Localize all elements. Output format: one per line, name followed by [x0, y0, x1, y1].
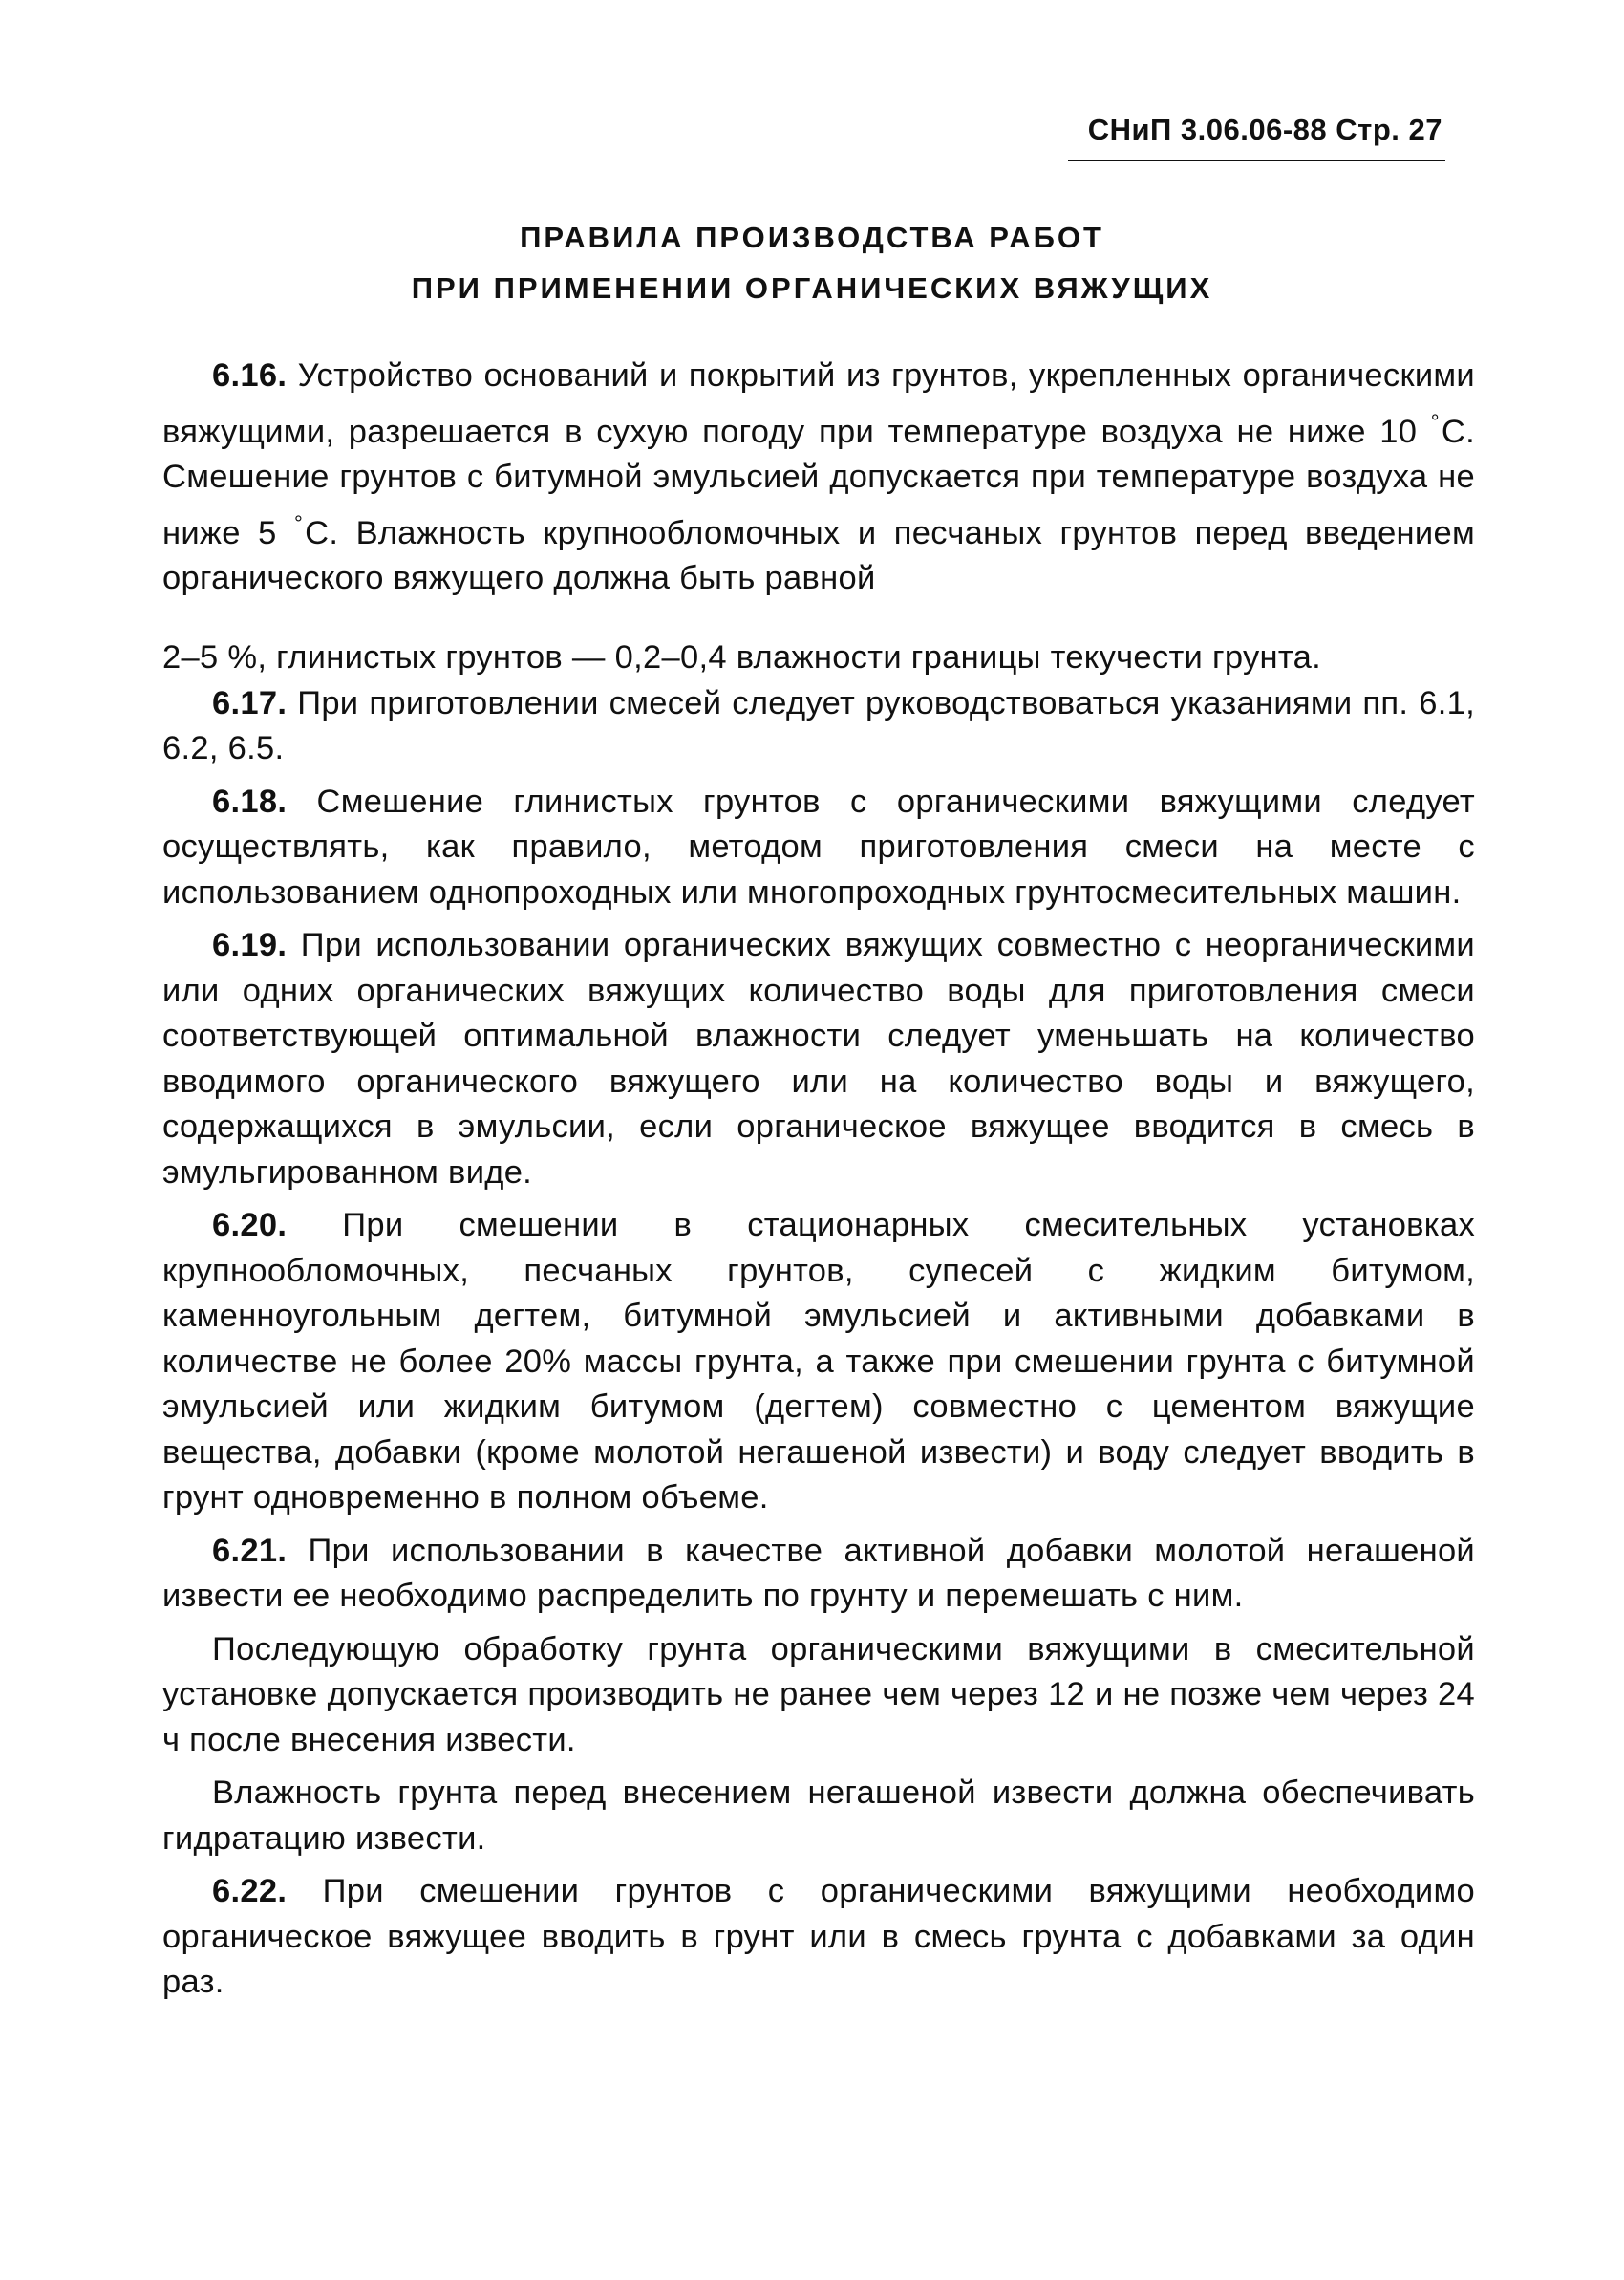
degree-sign: °	[1430, 409, 1440, 434]
clause-6-19	[162, 923, 1475, 1195]
section-title-line-2: ПРИ ПРИМЕНЕНИИ ОРГАНИЧЕСКИХ ВЯЖУЩИХ	[411, 271, 1213, 305]
clause-text: При приготовлении смесей следует руководствоваться указаниями пп. 6.1, 6.2, 6.5.	[162, 684, 1476, 766]
running-header: СНиП 3.06.06-88 Стр. 27	[1087, 113, 1442, 146]
clause-6-20	[162, 1203, 1475, 1521]
header-rule	[1068, 160, 1445, 161]
clause-number: 6.16.	[212, 357, 288, 394]
clause-6-18	[162, 780, 1475, 916]
section-title	[191, 212, 1433, 313]
clause-number: 6.19.	[212, 927, 288, 963]
clause-6-22	[162, 1869, 1475, 2006]
clause-text: С. Влажность крупнообломочных и песчаных грунтов перед введением органического вяжущего должна быть равной	[162, 514, 1475, 596]
clause-number: 6.22.	[212, 1873, 288, 1909]
clause-text: Устройство оснований и покрытий из грунтов, укрепленных органическими вяжущими, разрешается в сухую погоду при температуре воздуха не ниже 10	[162, 357, 1475, 450]
section-title-line-1: ПРАВИЛА ПРОИЗВОДСТВА РАБОТ	[520, 221, 1104, 254]
clause-number: 6.17.	[212, 684, 288, 721]
main-text-block	[162, 635, 1475, 2006]
clause-number: 6.18.	[212, 783, 288, 820]
clause-6-17	[162, 681, 1475, 772]
clause-text: При смешении грунтов с органическими вяжущими необходимо органическое вяжущее вводить в грунт или в смесь грунта с добавками за один раз.	[162, 1873, 1475, 2000]
clause-text: Смешение глинистых грунтов с органическими вяжущими следует осуществлять, как правило, методом приготовления смеси на месте с использованием однопроходных или многопроходных грунтосмесительных машин.	[162, 783, 1475, 911]
clause-6-16-block	[162, 354, 1475, 602]
clause-text: При использовании органических вяжущих совместно с неорганическими или одних органических вяжущих количество воды для приготовления смеси соответствующей оптимальной влажности следует уменьшать на количество вводимого органического вяжущего или на количество воды и вяжущего, содержащихся в эмульсии, если органическое вяжущее вводится в смесь в эмульгированном виде.	[162, 927, 1476, 1191]
clause-6-21	[162, 1529, 1475, 1620]
clause-text: С. Смешение грунтов с битумной эмульсией допускается при температуре воздуха не ниже 5	[162, 413, 1475, 551]
clause-text: При использовании в качестве активной добавки молотой негашеной извести ее необходимо распределить по грунту и перемешать с ним.	[162, 1532, 1475, 1614]
clause-number: 6.21.	[212, 1532, 288, 1569]
clause-text: При смешении в стационарных смесительных установках крупнообломочных, песчаных грунтов, супесей с жидким битумом, каменноугольным дегтем, битумной эмульсией и активными добавками в количестве не более 20% массы грунта, а также при смешении грунта с битумной эмульсией или жидким битумом (дегтем) совместно с цементом вяжущие вещества, добавки (кроме молотой негашеной извести) и воду следует вводить в грунт одновременно в полном объеме.	[162, 1207, 1475, 1516]
clause-number: 6.20.	[212, 1207, 288, 1243]
clause-6-16-continuation: 2–5 %, глинистых грунтов — 0,2–0,4 влажности границы текучести грунта.	[162, 639, 1321, 676]
clause-6-16	[162, 354, 1475, 602]
degree-sign: °	[294, 510, 304, 535]
clause-6-21-paragraph-3: Влажность грунта перед внесением негашеной извести должна обеспечивать гидратацию извести.	[162, 1775, 1475, 1857]
clause-6-21-paragraph-2: Последующую обработку грунта органическими вяжущими в смесительной установке допускается производить не ранее чем через 12 и не позже чем через 24 ч после внесения извести.	[162, 1630, 1475, 1758]
